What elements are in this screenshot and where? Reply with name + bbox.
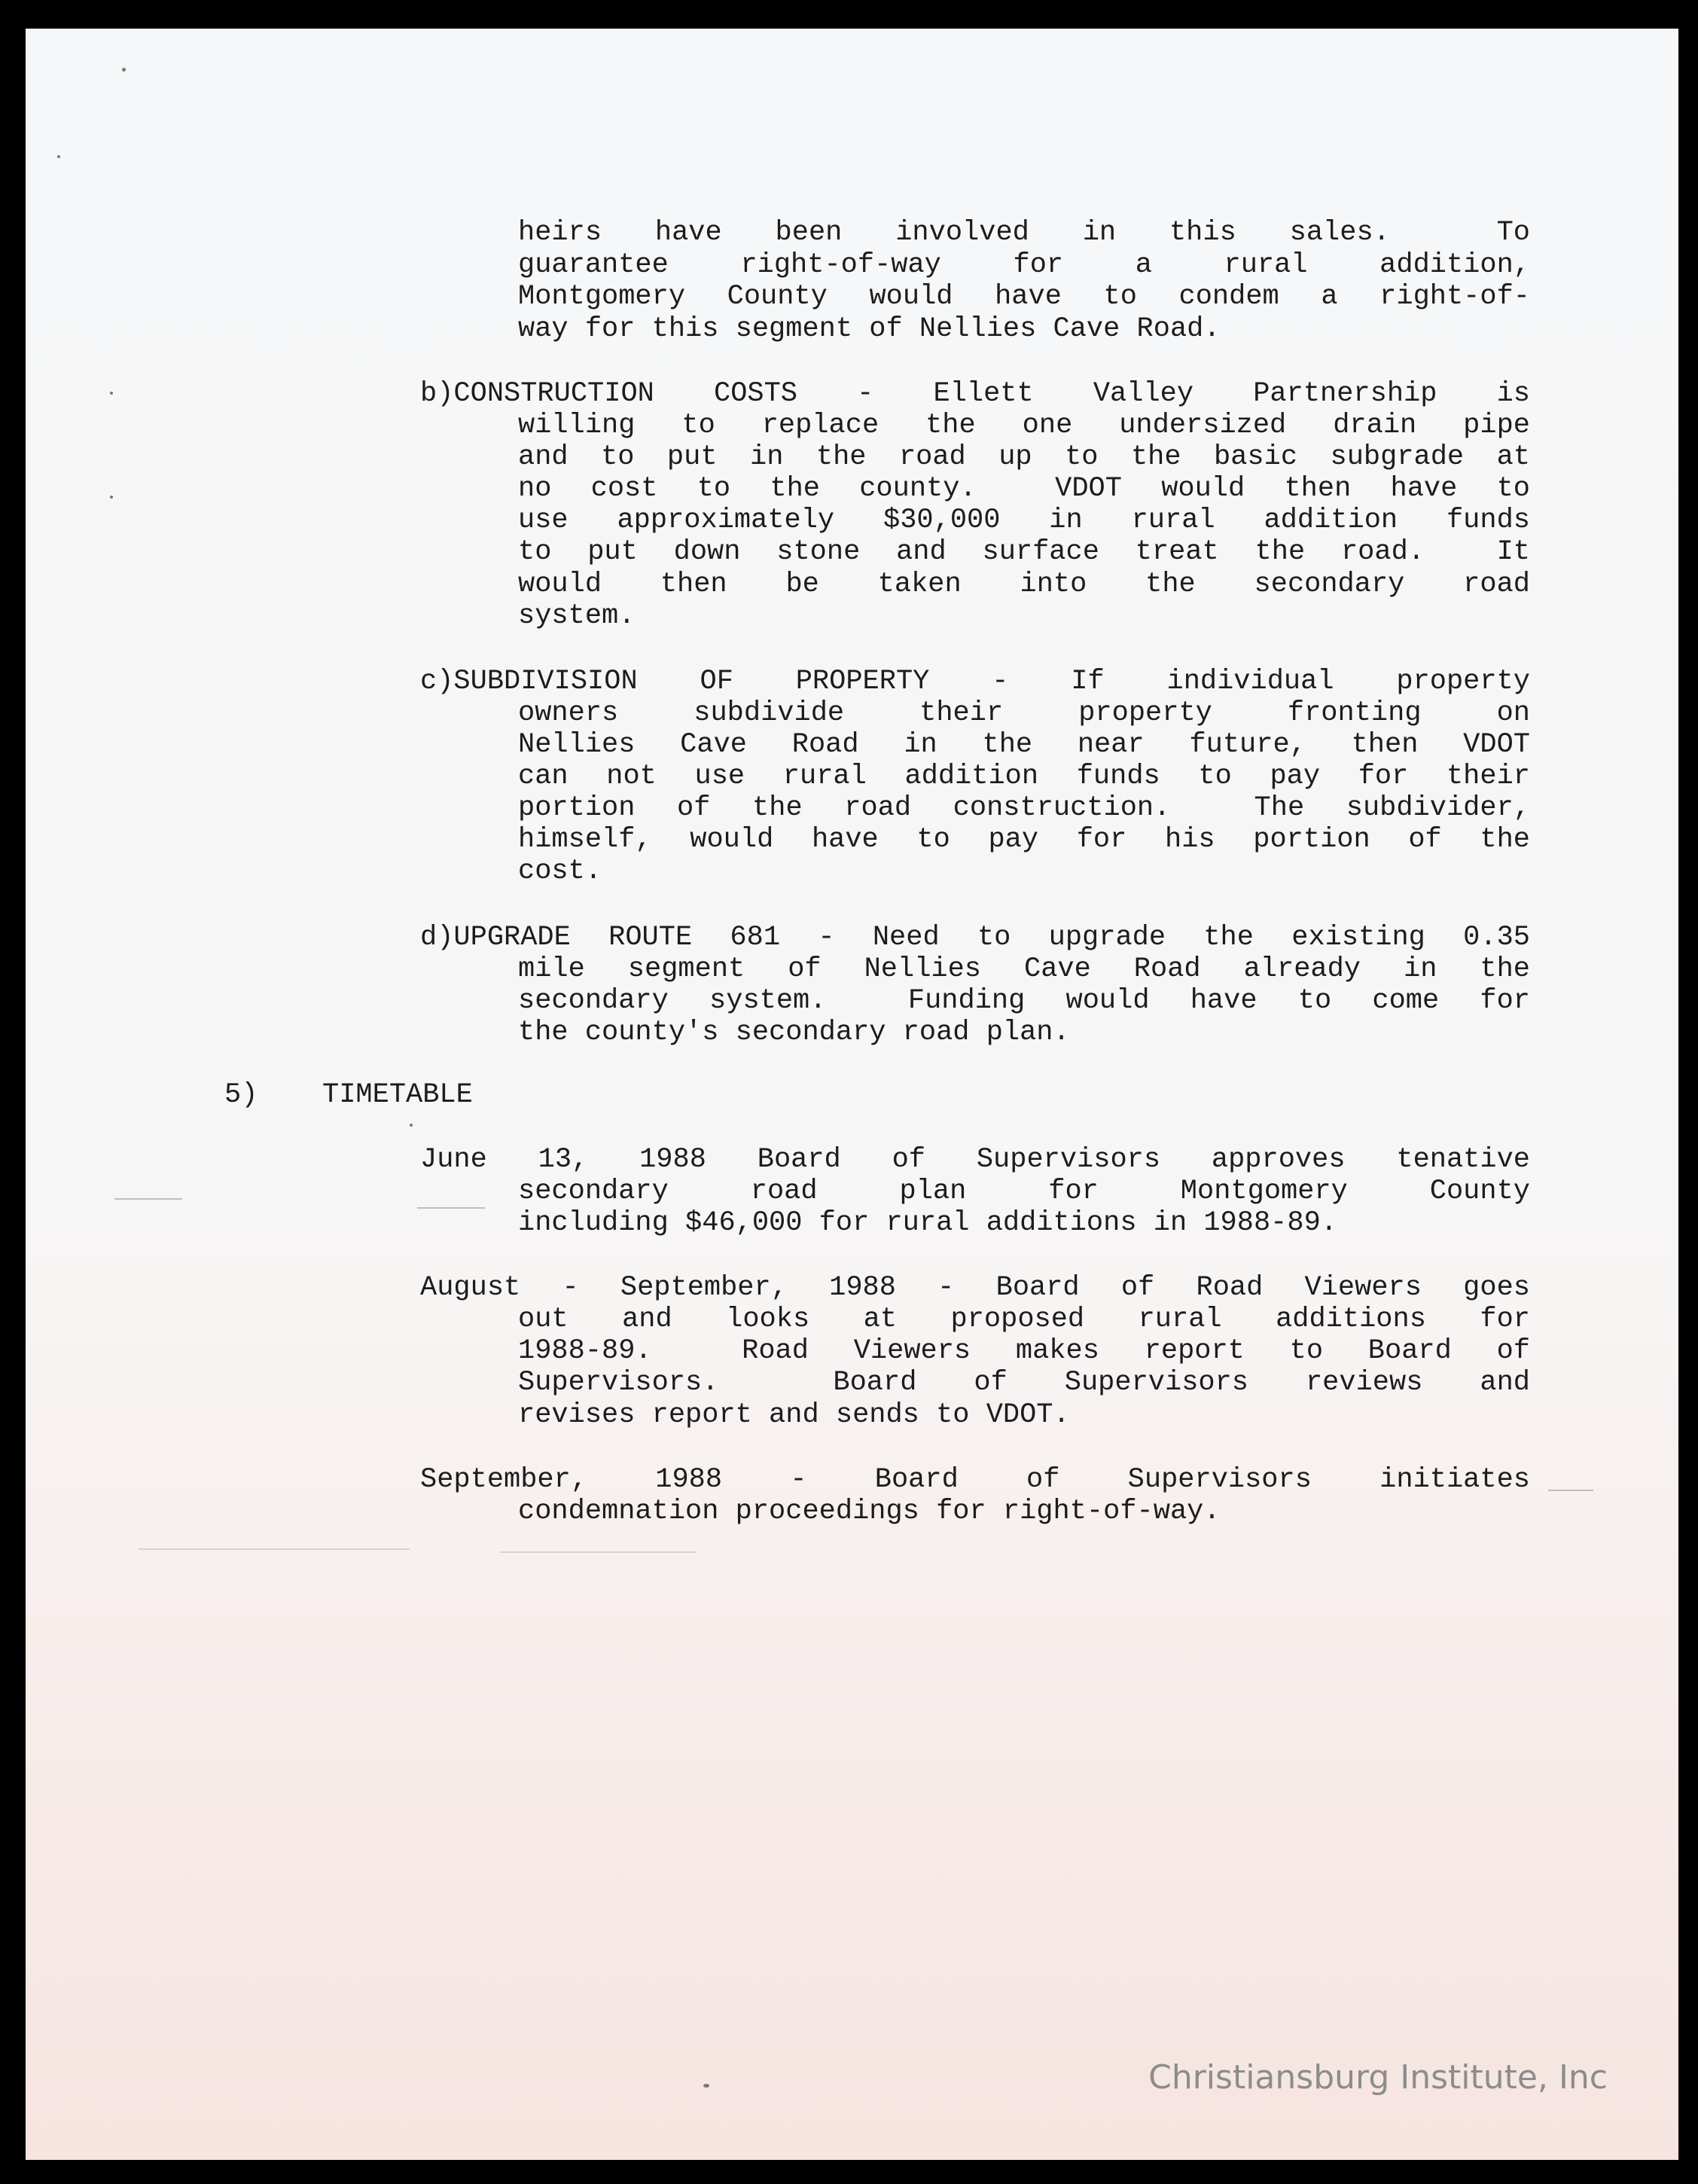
timetable-line: Supervisors. Board of Supervisors reviews and <box>518 1367 1530 1399</box>
item-line: mile segment of Nellies Cave Road already in the <box>518 953 1530 985</box>
timetable-line: out and looks at proposed rural additions for <box>518 1304 1530 1335</box>
item-line: system. <box>518 600 636 632</box>
continuation-line: Montgomery County would have to condem a right-of- <box>518 281 1530 313</box>
item-line: cost. <box>518 856 602 887</box>
scan-speck <box>110 392 113 395</box>
continuation-line: heirs have been involved in this sales. To <box>518 217 1530 249</box>
timetable-line: August - September, 1988 - Board of Road Viewers goes <box>420 1272 1530 1304</box>
timetable-line: including $46,000 for rural additions in 1988-89. <box>518 1207 1337 1239</box>
item-line: the county's secondary road plan. <box>518 1017 1070 1048</box>
item-line: b)CONSTRUCTION COSTS - Ellett Valley Partnership is <box>420 378 1530 410</box>
item-line: and to put in the road up to the basic subgrade at <box>518 441 1530 473</box>
item-line: use approximately $30,000 in rural addition funds <box>518 505 1530 536</box>
item-line: c)SUBDIVISION OF PROPERTY - If individual property <box>420 666 1530 697</box>
item-line: owners subdivide their property fronting on <box>518 697 1530 729</box>
timetable-line: revises report and sends to VDOT. <box>518 1399 1070 1431</box>
scan-speck <box>57 155 60 158</box>
scan-smudge <box>139 1548 410 1550</box>
item-line: willing to replace the one undersized drain pipe <box>518 410 1530 441</box>
item-line: secondary system. Funding would have to come for <box>518 985 1530 1017</box>
item-line: no cost to the county. VDOT would then have to <box>518 473 1530 505</box>
item-line: d)UPGRADE ROUTE 681 - Need to upgrade the existing 0.35 <box>420 922 1530 953</box>
scan-speck <box>410 1124 413 1127</box>
timetable-line: September, 1988 - Board of Supervisors initiates <box>420 1464 1530 1496</box>
continuation-line: guarantee right-of-way for a rural addition, <box>518 249 1530 281</box>
item-line: portion of the road construction. The subdivider, <box>518 792 1530 824</box>
scan-smudge <box>500 1551 696 1553</box>
section-title: TIMETABLE <box>322 1079 473 1111</box>
watermark-text: Christiansburg Institute, Inc <box>1148 2058 1608 2097</box>
item-line: to put down stone and surface treat the road. It <box>518 536 1530 568</box>
timetable-line: June 13, 1988 Board of Supervisors approves tenative <box>420 1144 1530 1176</box>
item-line: can not use rural addition funds to pay for their <box>518 761 1530 792</box>
document-page <box>26 29 1678 2160</box>
scan-smudge <box>1548 1490 1593 1491</box>
scan-speck <box>122 68 126 72</box>
continuation-line: way for this segment of Nellies Cave Road. <box>518 313 1221 345</box>
scan-speck <box>110 496 113 499</box>
timetable-line: 1988-89. Road Viewers makes report to Board of <box>518 1335 1530 1367</box>
scan-smudge <box>417 1207 485 1209</box>
section-number: 5) <box>224 1079 258 1111</box>
timetable-line: secondary road plan for Montgomery County <box>518 1176 1530 1207</box>
item-line: would then be taken into the secondary road <box>518 569 1530 600</box>
scan-smudge <box>114 1198 182 1200</box>
item-line: Nellies Cave Road in the near future, then VDOT <box>518 729 1530 761</box>
scan-speck <box>703 2084 709 2088</box>
timetable-line: condemnation proceedings for right-of-way. <box>518 1496 1221 1527</box>
item-line: himself, would have to pay for his portion of the <box>518 824 1530 856</box>
